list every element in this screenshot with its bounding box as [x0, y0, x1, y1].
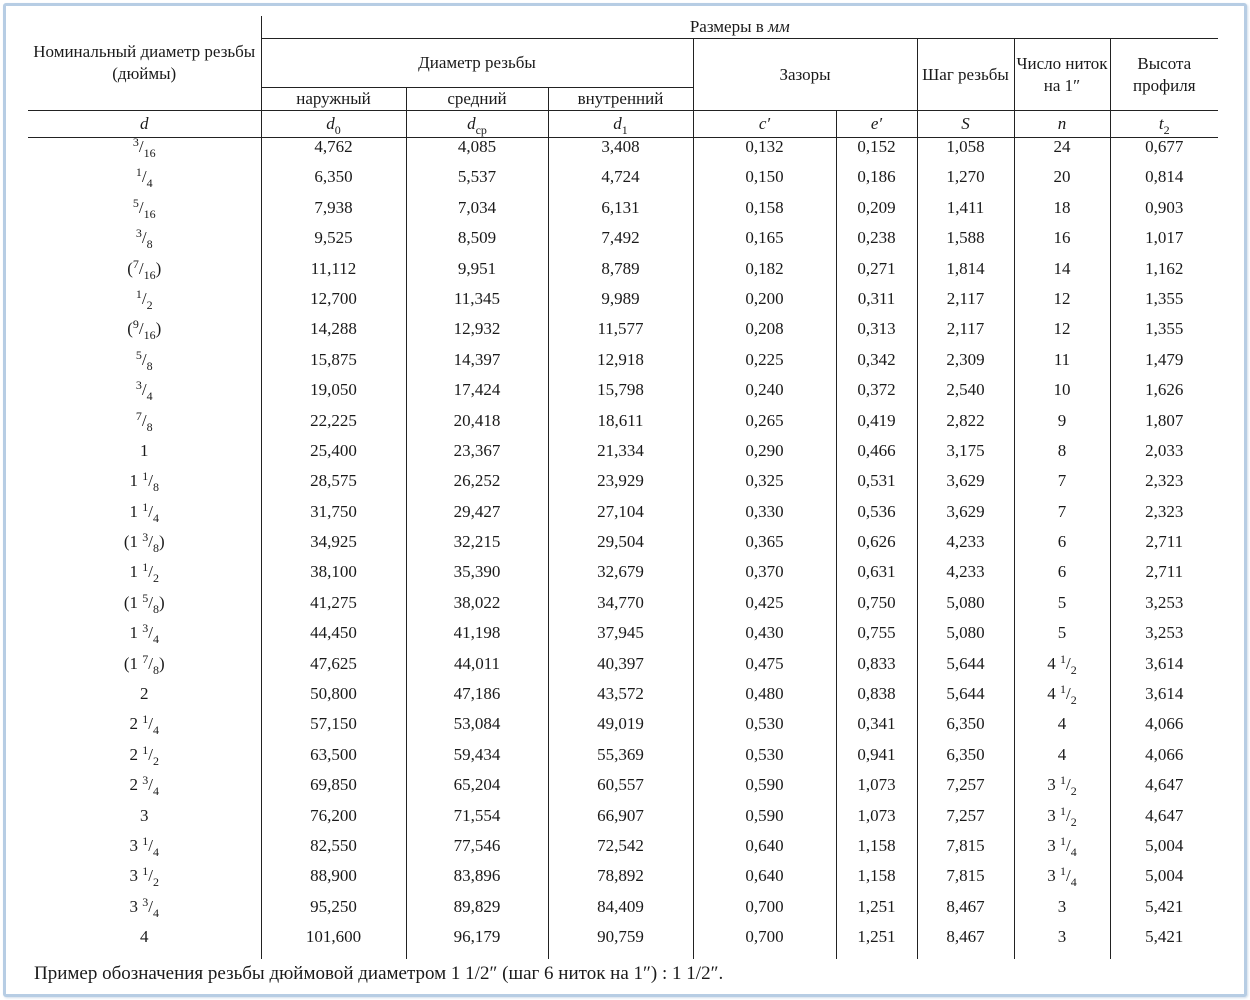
- cell-d0: 88,900: [261, 867, 406, 897]
- cell-d0: 69,850: [261, 776, 406, 806]
- cell-dcp: 14,397: [406, 351, 548, 381]
- cell-d1: 29,504: [548, 533, 693, 563]
- cell-t2: 3,253: [1110, 624, 1218, 654]
- cell-d: $^3/_{16}$: [132, 135, 156, 160]
- table-row: [28, 594, 1218, 624]
- cell-s: 5,644: [917, 655, 1014, 685]
- cell-c: 0,240: [693, 381, 836, 411]
- symbol-d: d: [28, 111, 261, 138]
- cell-t2: 2,033: [1110, 442, 1218, 472]
- cell-d: 2 $^1/_2$: [129, 742, 159, 768]
- symbol-d0: $d_0$: [261, 111, 406, 138]
- cell-d0: 25,400: [261, 442, 406, 472]
- cell-d0: 7,938: [261, 199, 406, 229]
- cell-n: 18: [1014, 199, 1110, 229]
- cell-e: 1,073: [836, 807, 917, 837]
- cell-n: 9: [1014, 412, 1110, 442]
- cell-d1: 32,679: [548, 563, 693, 593]
- cell-s: 8,467: [917, 928, 1014, 958]
- table-row: [28, 867, 1218, 897]
- cell-c: 0,325: [693, 472, 836, 502]
- cell-e: 0,342: [836, 351, 917, 381]
- cell-e: 0,536: [836, 503, 917, 533]
- cell-c: 0,700: [693, 928, 836, 958]
- cell-s: 7,815: [917, 867, 1014, 897]
- cell-c: 0,590: [693, 807, 836, 837]
- symbol-dcp: $d_{ср}$: [406, 111, 548, 138]
- cell-e: 0,341: [836, 715, 917, 745]
- inch-thread-table: [28, 16, 1218, 959]
- cell-n: 4: [1014, 746, 1110, 776]
- cell-d: 3 $^1/_2$: [129, 864, 159, 890]
- cell-n: 3 $^1/_2$: [1014, 776, 1110, 806]
- cell-n: 10: [1014, 381, 1110, 411]
- cell-d0: 4,762: [261, 138, 406, 169]
- cell-d0: 101,600: [261, 928, 406, 958]
- cell-n: 6: [1014, 533, 1110, 563]
- symbol-d1: $d_1$: [548, 111, 693, 138]
- cell-dcp: 29,427: [406, 503, 548, 533]
- table-row: [28, 503, 1218, 533]
- cell-d0: 47,625: [261, 655, 406, 685]
- cell-n: 16: [1014, 229, 1110, 259]
- cell-d1: 34,770: [548, 594, 693, 624]
- cell-d1: 55,369: [548, 746, 693, 776]
- designation-example: Пример обозначения резьбы дюймовой диаметром 1 1/2″ (шаг 6 ниток на 1″) : 1 1/2″.: [34, 963, 724, 984]
- table-row: [28, 715, 1218, 745]
- cell-n: 8: [1014, 442, 1110, 472]
- cell-s: 5,080: [917, 594, 1014, 624]
- cell-d1: 49,019: [548, 715, 693, 745]
- cell-dcp: 5,537: [406, 168, 548, 198]
- header-sizes-prefix: Размеры в: [689, 17, 769, 36]
- cell-c: 0,208: [693, 320, 836, 350]
- cell-d0: 6,350: [261, 168, 406, 198]
- cell-n: 4: [1014, 715, 1110, 745]
- cell-d0: 63,500: [261, 746, 406, 776]
- cell-c: 0,265: [693, 412, 836, 442]
- header-thread-diameter: Диаметр резьбы: [261, 39, 693, 88]
- cell-c: 0,200: [693, 290, 836, 320]
- cell-c: 0,182: [693, 260, 836, 290]
- cell-n: 3 $^1/_4$: [1014, 867, 1110, 897]
- cell-e: 0,311: [836, 290, 917, 320]
- cell-n: 5: [1014, 624, 1110, 654]
- table-row: [28, 624, 1218, 654]
- cell-e: 0,372: [836, 381, 917, 411]
- cell-d0: 57,150: [261, 715, 406, 745]
- cell-t2: 2,323: [1110, 503, 1218, 533]
- cell-t2: 3,614: [1110, 685, 1218, 715]
- cell-d: 1 $^1/_2$: [129, 560, 159, 586]
- cell-d: $^1/_2$: [135, 286, 153, 312]
- cell-s: 1,814: [917, 260, 1014, 290]
- cell-d: $^3/_4$: [135, 378, 153, 404]
- cell-t2: 2,711: [1110, 563, 1218, 593]
- cell-e: 0,271: [836, 260, 917, 290]
- cell-s: 6,350: [917, 746, 1014, 776]
- cell-e: 0,531: [836, 472, 917, 502]
- cell-n: 4 $^1/_2$: [1014, 655, 1110, 685]
- cell-d0: 50,800: [261, 685, 406, 715]
- cell-d0: 41,275: [261, 594, 406, 624]
- table-row: [28, 412, 1218, 442]
- cell-t2: 5,421: [1110, 928, 1218, 958]
- cell-d1: 27,104: [548, 503, 693, 533]
- symbol-s: S: [917, 111, 1014, 138]
- cell-s: 5,644: [917, 685, 1014, 715]
- cell-dcp: 41,198: [406, 624, 548, 654]
- cell-t2: 0,814: [1110, 168, 1218, 198]
- cell-n: 11: [1014, 351, 1110, 381]
- cell-e: 0,152: [836, 138, 917, 169]
- cell-s: 3,175: [917, 442, 1014, 472]
- cell-t2: 4,066: [1110, 746, 1218, 776]
- cell-s: 3,629: [917, 503, 1014, 533]
- cell-d1: 40,397: [548, 655, 693, 685]
- cell-e: 0,838: [836, 685, 917, 715]
- cell-dcp: 96,179: [406, 928, 548, 958]
- table-row: [28, 685, 1218, 715]
- cell-t2: 4,647: [1110, 807, 1218, 837]
- cell-dcp: 8,509: [406, 229, 548, 259]
- cell-c: 0,165: [693, 229, 836, 259]
- cell-c: 0,158: [693, 199, 836, 229]
- cell-d: 2 $^3/_4$: [129, 773, 159, 799]
- cell-n: 12: [1014, 290, 1110, 320]
- cell-n: 24: [1014, 138, 1110, 169]
- cell-s: 2,117: [917, 290, 1014, 320]
- cell-e: 1,158: [836, 867, 917, 897]
- cell-s: 8,467: [917, 898, 1014, 928]
- cell-d: $^3/_8$: [135, 226, 153, 252]
- cell-t2: 3,253: [1110, 594, 1218, 624]
- cell-c: 0,530: [693, 715, 836, 745]
- cell-e: 1,158: [836, 837, 917, 867]
- cell-t2: 0,677: [1110, 138, 1218, 169]
- cell-d1: 15,798: [548, 381, 693, 411]
- cell-d1: 21,334: [548, 442, 693, 472]
- cell-d: 4: [140, 927, 149, 947]
- cell-t2: 2,323: [1110, 472, 1218, 502]
- cell-d: 3 $^3/_4$: [129, 894, 159, 920]
- cell-e: 1,073: [836, 776, 917, 806]
- table-row: [28, 776, 1218, 806]
- header-sizes: [261, 16, 1218, 39]
- header-nominal-diameter: Номинальный диаметр резьбы (дюймы): [28, 16, 261, 111]
- cell-t2: 1,355: [1110, 320, 1218, 350]
- cell-n: 3: [1014, 898, 1110, 928]
- cell-d1: 60,557: [548, 776, 693, 806]
- cell-dcp: 47,186: [406, 685, 548, 715]
- table-row: [28, 655, 1218, 685]
- table-row: [28, 229, 1218, 259]
- table-row: [28, 290, 1218, 320]
- header-outer: наружный: [261, 88, 406, 111]
- cell-d1: 7,492: [548, 229, 693, 259]
- cell-d: 1 $^1/_4$: [129, 499, 159, 525]
- cell-d0: 11,112: [261, 260, 406, 290]
- cell-s: 1,588: [917, 229, 1014, 259]
- cell-s: 1,058: [917, 138, 1014, 169]
- cell-t2: 5,004: [1110, 837, 1218, 867]
- cell-d0: 12,700: [261, 290, 406, 320]
- header-inner: внутренний: [548, 88, 693, 111]
- cell-e: 0,750: [836, 594, 917, 624]
- cell-t2: 3,614: [1110, 655, 1218, 685]
- cell-s: 7,257: [917, 776, 1014, 806]
- symbol-t2: $t_2$: [1110, 111, 1218, 138]
- cell-s: 3,629: [917, 472, 1014, 502]
- cell-d0: 15,875: [261, 351, 406, 381]
- cell-d1: 66,907: [548, 807, 693, 837]
- table-row: [28, 563, 1218, 593]
- table-row: [28, 320, 1218, 350]
- table-row: [28, 168, 1218, 198]
- cell-e: 0,186: [836, 168, 917, 198]
- cell-d: 2 $^1/_4$: [129, 712, 159, 738]
- header-pitch: Шаг резьбы: [917, 39, 1014, 111]
- cell-n: 3: [1014, 928, 1110, 958]
- cell-c: 0,475: [693, 655, 836, 685]
- cell-dcp: 71,554: [406, 807, 548, 837]
- cell-c: 0,430: [693, 624, 836, 654]
- cell-d0: 38,100: [261, 563, 406, 593]
- cell-n: 6: [1014, 563, 1110, 593]
- cell-dcp: 26,252: [406, 472, 548, 502]
- cell-d0: 9,525: [261, 229, 406, 259]
- cell-d: (1 $^7/_8$): [123, 651, 165, 677]
- cell-e: 0,238: [836, 229, 917, 259]
- cell-d: 3 $^1/_4$: [129, 833, 159, 859]
- cell-d: $^5/_8$: [135, 347, 153, 373]
- cell-s: 7,257: [917, 807, 1014, 837]
- cell-e: 0,419: [836, 412, 917, 442]
- cell-s: 2,309: [917, 351, 1014, 381]
- cell-n: 3 $^1/_4$: [1014, 837, 1110, 867]
- header-middle: средний: [406, 88, 548, 111]
- cell-n: 7: [1014, 472, 1110, 502]
- cell-n: 12: [1014, 320, 1110, 350]
- cell-d: $(^9/_{16})$: [127, 317, 162, 343]
- cell-n: 20: [1014, 168, 1110, 198]
- cell-dcp: 83,896: [406, 867, 548, 897]
- cell-dcp: 11,345: [406, 290, 548, 320]
- cell-d: (1 $^3/_8$): [123, 530, 165, 556]
- cell-dcp: 20,418: [406, 412, 548, 442]
- cell-d1: 4,724: [548, 168, 693, 198]
- cell-s: 5,080: [917, 624, 1014, 654]
- cell-n: 5: [1014, 594, 1110, 624]
- cell-s: 1,411: [917, 199, 1014, 229]
- cell-t2: 2,711: [1110, 533, 1218, 563]
- cell-d: 1 $^3/_4$: [129, 621, 159, 647]
- cell-d1: 37,945: [548, 624, 693, 654]
- table-row: [28, 807, 1218, 837]
- cell-d1: 84,409: [548, 898, 693, 928]
- cell-s: 2,822: [917, 412, 1014, 442]
- cell-c: 0,132: [693, 138, 836, 169]
- header-threads-count: Число ниток на 1″: [1014, 39, 1110, 111]
- cell-dcp: 44,011: [406, 655, 548, 685]
- table-row: [28, 472, 1218, 502]
- cell-e: 0,313: [836, 320, 917, 350]
- cell-d0: 95,250: [261, 898, 406, 928]
- cell-d: (1 $^5/_8$): [123, 590, 165, 616]
- table-row: [28, 533, 1218, 563]
- cell-d0: 22,225: [261, 412, 406, 442]
- cell-n: 7: [1014, 503, 1110, 533]
- cell-c: 0,225: [693, 351, 836, 381]
- cell-dcp: 89,829: [406, 898, 548, 928]
- cell-dcp: 53,084: [406, 715, 548, 745]
- cell-d: 2: [140, 684, 149, 704]
- cell-dcp: 17,424: [406, 381, 548, 411]
- cell-c: 0,365: [693, 533, 836, 563]
- cell-d: 3: [140, 805, 149, 825]
- cell-dcp: 38,022: [406, 594, 548, 624]
- symbol-n: n: [1014, 111, 1110, 138]
- cell-d0: 82,550: [261, 837, 406, 867]
- cell-t2: 1,479: [1110, 351, 1218, 381]
- header-profile-height: Высота профиля: [1110, 39, 1218, 111]
- table-row: [28, 138, 1218, 169]
- cell-d1: 43,572: [548, 685, 693, 715]
- cell-d: 1: [140, 440, 149, 460]
- cell-d0: 19,050: [261, 381, 406, 411]
- symbol-c: c′: [693, 111, 836, 138]
- table-row: [28, 351, 1218, 381]
- cell-e: 0,466: [836, 442, 917, 472]
- cell-n: 14: [1014, 260, 1110, 290]
- cell-t2: 1,626: [1110, 381, 1218, 411]
- cell-d1: 11,577: [548, 320, 693, 350]
- table-row: [28, 746, 1218, 776]
- cell-t2: 1,162: [1110, 260, 1218, 290]
- table-row: [28, 381, 1218, 411]
- cell-e: 0,631: [836, 563, 917, 593]
- cell-dcp: 35,390: [406, 563, 548, 593]
- cell-d: $(^7/_{16})$: [127, 256, 162, 282]
- header-gaps: Зазоры: [693, 39, 917, 111]
- cell-d1: 3,408: [548, 138, 693, 169]
- header-sizes-unit: мм: [768, 17, 790, 36]
- cell-t2: 4,647: [1110, 776, 1218, 806]
- cell-d: $^7/_8$: [135, 408, 153, 434]
- cell-d0: 31,750: [261, 503, 406, 533]
- cell-t2: 0,903: [1110, 199, 1218, 229]
- cell-c: 0,530: [693, 746, 836, 776]
- cell-dcp: 77,546: [406, 837, 548, 867]
- cell-d0: 28,575: [261, 472, 406, 502]
- cell-c: 0,290: [693, 442, 836, 472]
- cell-d1: 23,929: [548, 472, 693, 502]
- table-row: [28, 928, 1218, 958]
- cell-c: 0,425: [693, 594, 836, 624]
- cell-n: 4 $^1/_2$: [1014, 685, 1110, 715]
- cell-d0: 14,288: [261, 320, 406, 350]
- cell-d1: 90,759: [548, 928, 693, 958]
- cell-e: 0,209: [836, 199, 917, 229]
- cell-c: 0,640: [693, 837, 836, 867]
- cell-c: 0,640: [693, 867, 836, 897]
- cell-t2: 1,017: [1110, 229, 1218, 259]
- cell-d1: 72,542: [548, 837, 693, 867]
- cell-t2: 1,807: [1110, 412, 1218, 442]
- cell-s: 2,117: [917, 320, 1014, 350]
- cell-t2: 5,004: [1110, 867, 1218, 897]
- cell-d1: 18,611: [548, 412, 693, 442]
- cell-s: 7,815: [917, 837, 1014, 867]
- cell-t2: 4,066: [1110, 715, 1218, 745]
- table-row: [28, 260, 1218, 290]
- cell-n: 3 $^1/_2$: [1014, 807, 1110, 837]
- cell-dcp: 9,951: [406, 260, 548, 290]
- cell-c: 0,330: [693, 503, 836, 533]
- cell-c: 0,590: [693, 776, 836, 806]
- cell-c: 0,150: [693, 168, 836, 198]
- table-row: [28, 898, 1218, 928]
- cell-c: 0,700: [693, 898, 836, 928]
- cell-d0: 34,925: [261, 533, 406, 563]
- cell-c: 0,480: [693, 685, 836, 715]
- cell-s: 4,233: [917, 533, 1014, 563]
- table-row: [28, 837, 1218, 867]
- cell-dcp: 59,434: [406, 746, 548, 776]
- cell-e: 0,833: [836, 655, 917, 685]
- cell-dcp: 7,034: [406, 199, 548, 229]
- cell-e: 1,251: [836, 928, 917, 958]
- cell-d0: 76,200: [261, 807, 406, 837]
- cell-t2: 5,421: [1110, 898, 1218, 928]
- symbol-e: e′: [836, 111, 917, 138]
- cell-d: $^5/_{16}$: [132, 195, 156, 221]
- cell-dcp: 65,204: [406, 776, 548, 806]
- cell-s: 4,233: [917, 563, 1014, 593]
- cell-d1: 78,892: [548, 867, 693, 897]
- cell-e: 0,755: [836, 624, 917, 654]
- cell-d1: 9,989: [548, 290, 693, 320]
- cell-dcp: 32,215: [406, 533, 548, 563]
- cell-dcp: 23,367: [406, 442, 548, 472]
- cell-d: 1 $^1/_8$: [129, 469, 159, 495]
- cell-d1: 8,789: [548, 260, 693, 290]
- cell-s: 1,270: [917, 168, 1014, 198]
- table-body: [28, 135, 1218, 959]
- cell-c: 0,370: [693, 563, 836, 593]
- cell-e: 0,941: [836, 746, 917, 776]
- cell-dcp: 4,085: [406, 138, 548, 169]
- cell-e: 1,251: [836, 898, 917, 928]
- cell-t2: 1,355: [1110, 290, 1218, 320]
- cell-d: $^1/_4$: [135, 165, 153, 191]
- cell-s: 6,350: [917, 715, 1014, 745]
- cell-dcp: 12,932: [406, 320, 548, 350]
- table-row: [28, 442, 1218, 472]
- cell-e: 0,626: [836, 533, 917, 563]
- page-frame: [3, 3, 1247, 997]
- table-row: [28, 199, 1218, 229]
- cell-d1: 12,918: [548, 351, 693, 381]
- cell-s: 2,540: [917, 381, 1014, 411]
- cell-d0: 44,450: [261, 624, 406, 654]
- cell-d1: 6,131: [548, 199, 693, 229]
